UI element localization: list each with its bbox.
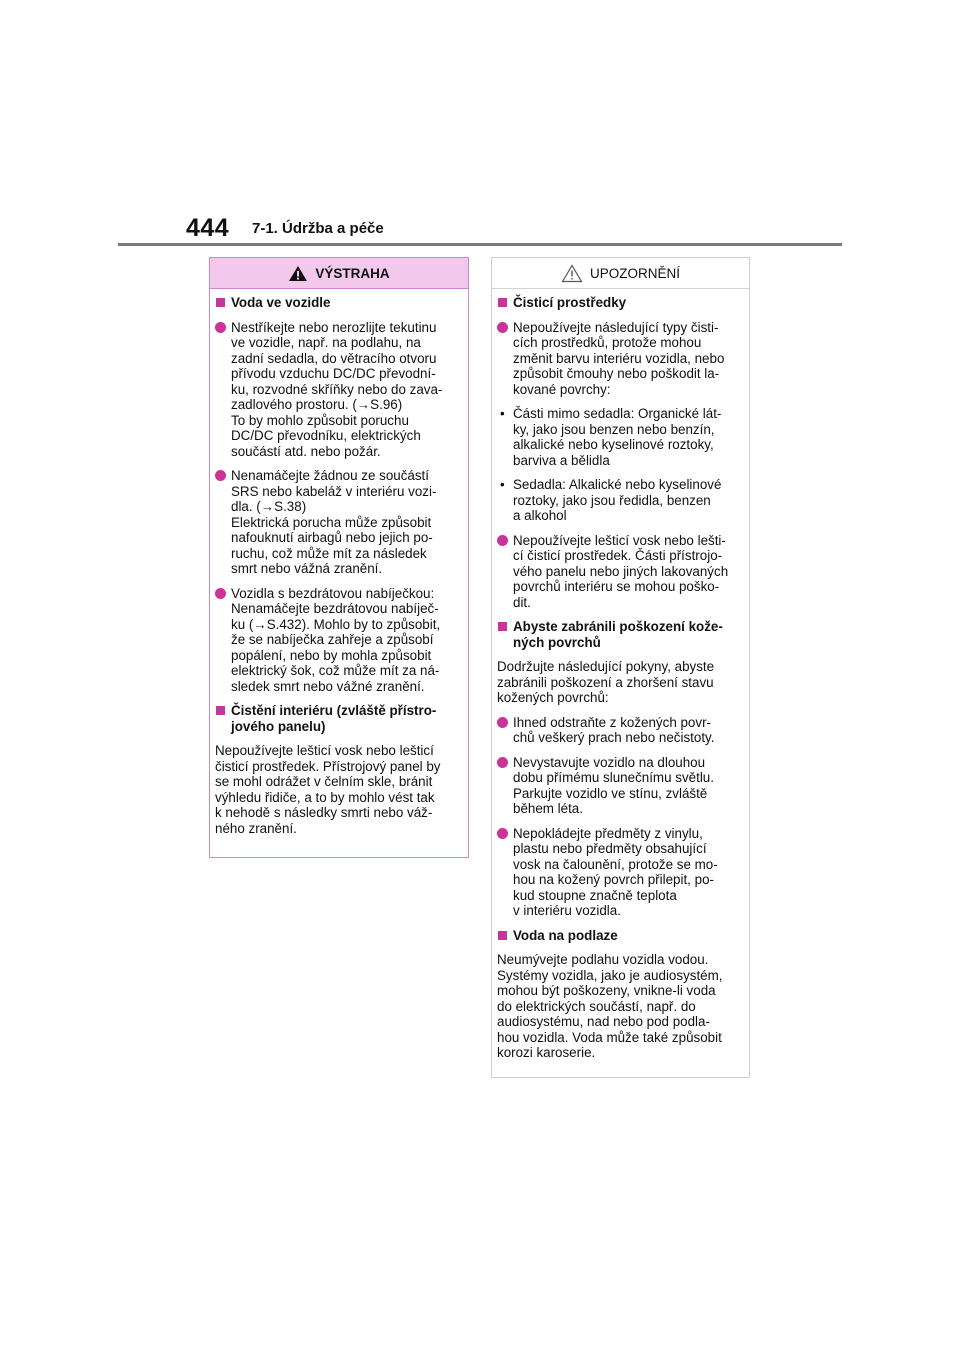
circle-bullet-icon: [215, 322, 226, 333]
page-number: 444: [186, 214, 230, 242]
warning-triangle-icon: [288, 265, 308, 282]
list-item: Nepoužívejte následující typy čisti- cích prostředků, protože mohou změnit barvu interiéru vozidla, nebo způsobit čmouhy nebo poškodit la- kované povrchy:: [497, 320, 743, 398]
paragraph: Dodržujte následující pokyny, abyste zabránili poškození a zhoršení stavu kožených povrchů:: [497, 659, 715, 705]
circle-bullet-icon: [215, 588, 226, 599]
list-item: Nepokládejte předměty z vinylu, plastu nebo předměty obsahující vosk na čalounění, protože se mo- hou na kožený povrch přilepit, po- kud stoupne značně teplota v interiéru vozidla.: [497, 826, 743, 919]
caution-box-title: UPOZORNĚNÍ: [589, 265, 680, 281]
warning-box-header: [210, 258, 468, 289]
section-heading: Čistění interiéru (zvláště přístro- jového panelu): [215, 703, 462, 734]
paragraph: Nepoužívejte lešticí vosk nebo lešticí čisticí prostředek. Přístrojový panel by se mohl odrážet v čelním skle, bránit výhledu řidiče, a to by mohlo vést tak k nehodě s následky smrti nebo váž- ného zranění.: [215, 743, 441, 836]
warning-box-title: VÝSTRAHA: [315, 265, 390, 281]
square-bullet-icon: [216, 706, 225, 715]
circle-bullet-icon: [497, 828, 508, 839]
circle-bullet-icon: [497, 757, 508, 768]
caution-box-header: [492, 258, 749, 289]
sub-list-item: • Sedadla: Alkalické nebo kyselinové roztoky, jako jsou ředidla, benzen a alkohol: [497, 477, 743, 524]
paragraph: Neumývejte podlahu vozidla vodou. Systémy vozidla, jako je audiosystém, mohou být poškozeny, vnikne-li voda do elektrických součástí, např. do audiosystému, nad nebo pod podla- hou vozidla. Voda může také způsobit korozi karoserie.: [497, 952, 723, 1060]
section-heading: Čisticí prostředky: [497, 295, 743, 311]
circle-bullet-icon: [497, 322, 508, 333]
section-title: 7-1. Údržba a péče: [252, 220, 384, 237]
sub-list-item: • Části mimo sedadla: Organické lát- ky, jako jsou benzen nebo benzín, alkalické nebo kyselinové roztoky, barviva a bělidla: [497, 406, 743, 468]
section-heading: Voda ve vozidle: [215, 295, 462, 311]
section-heading: Voda na podlaze: [497, 928, 743, 944]
circle-bullet-icon: [497, 717, 508, 728]
list-item: Nestříkejte nebo nerozlijte tekutinu ve vozidle, např. na podlahu, na zadní sedadla, do větracího otvoru přívodu vzduchu DC/DC převodní- ku, rozvodné skříňky nebo do zava- zadlového prostoru. (→S.96) To by mohlo způsobit poruchu DC/DC převodníku, elektrických součástí atd. nebo požár.: [215, 320, 462, 460]
caution-triangle-icon: [561, 264, 583, 283]
bullet-dot-icon: •: [500, 477, 505, 492]
section-heading: Abyste zabránili poškození kože- ných povrchů: [497, 619, 743, 650]
square-bullet-icon: [216, 298, 225, 307]
list-item: Nenamáčejte žádnou ze součástí SRS nebo kabeláž v interiéru vozi- dla. (→S.38) Elektrická porucha může způsobit nafouknutí airbagů nebo jejich po- ruchu, což může mít za následek smrt nebo vážná zranění.: [215, 468, 462, 577]
bullet-dot-icon: •: [500, 406, 505, 421]
list-item: Nevystavujte vozidlo na dlouhou dobu přímému slunečnímu světlu. Parkujte vozidlo ve stínu, zvláště během léta.: [497, 755, 743, 817]
warning-box: [209, 257, 469, 858]
list-item: Nepoužívejte lešticí vosk nebo lešti- cí čisticí prostředek. Části přístrojo- vého panelu nebo jiných lakovaných povrchů interiéru se mohou poško- dit.: [497, 533, 743, 611]
caution-box: [491, 257, 750, 1078]
square-bullet-icon: [498, 298, 507, 307]
circle-bullet-icon: [215, 470, 226, 481]
list-item: Vozidla s bezdrátovou nabíječkou: Nenamáčejte bezdrátovou nabíječ- ku (→S.432). Mohlo by to způsobit, že se nabíječka zahřeje a způsobí popálení, nebo by mohla způsobit elektrický šok, což může mít za ná- sledek smrt nebo vážné zranění.: [215, 586, 462, 695]
list-item: Ihned odstraňte z kožených povr- chů veškerý prach nebo nečistoty.: [497, 715, 743, 746]
square-bullet-icon: [498, 622, 507, 631]
square-bullet-icon: [498, 931, 507, 940]
header-rule: [118, 243, 842, 246]
circle-bullet-icon: [497, 535, 508, 546]
